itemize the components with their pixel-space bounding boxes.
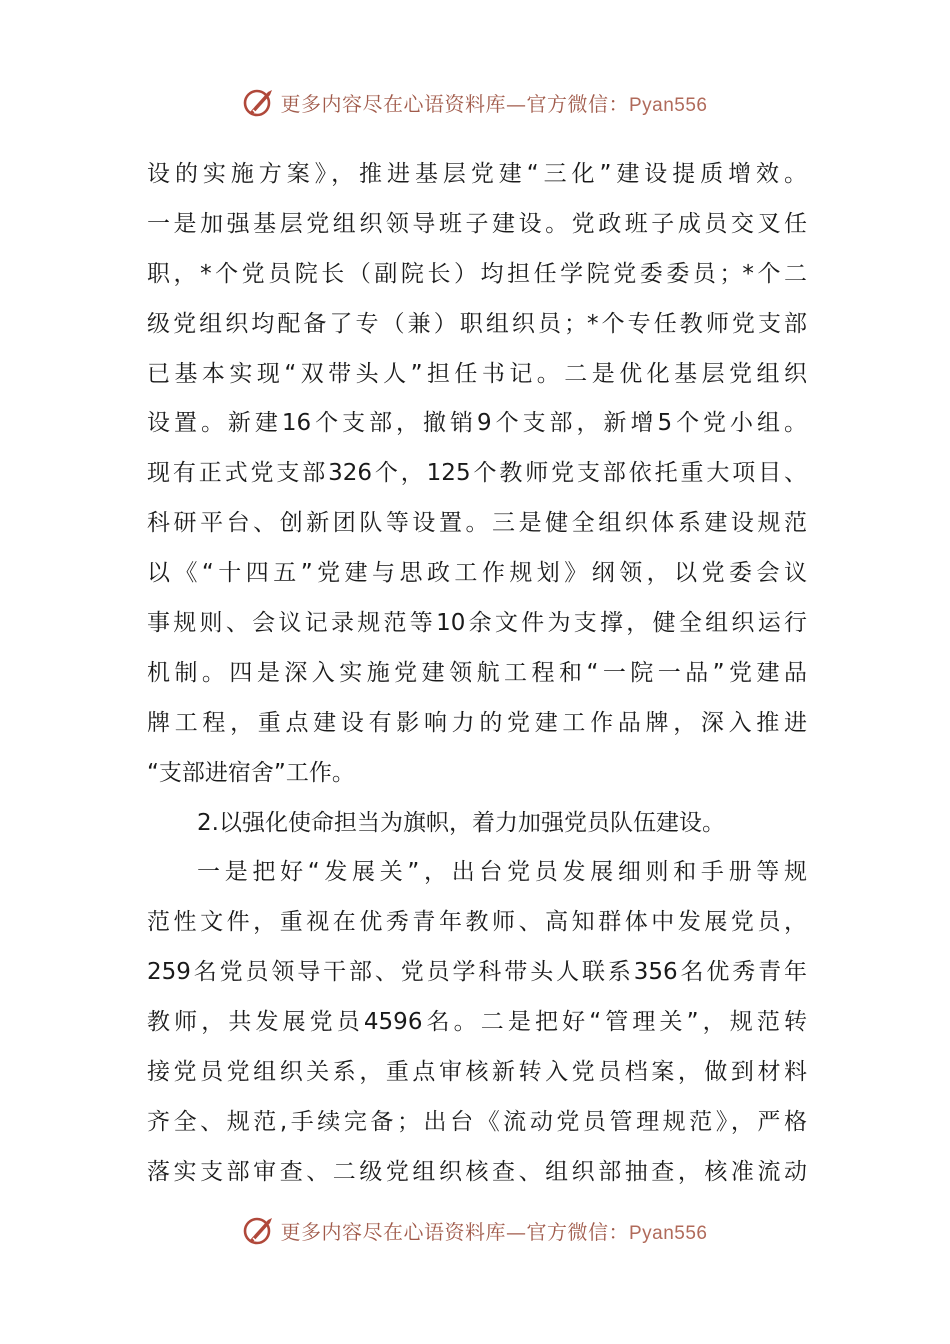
text-line: 设的实施方案》，推进基层党建“三化”建设提质增效。 <box>147 161 807 187</box>
text-line: 牌工程，重点建设有影响力的党建工作品牌，深入推进 <box>147 709 807 736</box>
text-line: “支部进宿舍”工作。 <box>147 759 355 786</box>
footer-banner-text: 更多内容尽在心语资料库—官方微信：Pyan556 <box>280 1219 708 1244</box>
text-line: 齐全、规范,手续完备；出台《流动党员管理规范》，严格 <box>147 1108 807 1135</box>
text-line: 一是加强基层党组织领导班子建设。党政班子成员交叉任 <box>147 210 807 237</box>
text-line: 以《“十四五”党建与思政工作规划》纲领，以党委会议 <box>147 560 807 587</box>
text-line: 机制。四是深入实施党建领航工程和“一院一品”党建品 <box>147 659 807 686</box>
footer-banner <box>0 1210 950 1250</box>
text-line: 现有正式党支部326个，125个教师党支部依托重大项目、 <box>147 460 807 487</box>
pen-nib-logo-icon <box>242 1213 276 1247</box>
text-line: 范性文件，重视在优秀青年教师、高知群体中发展党员， <box>147 909 807 936</box>
text-line: 设置。新建16个支部，撤销9个支部，新增5个党小组。 <box>147 410 807 437</box>
text-line: 级党组织均配备了专（兼）职组织员；*个专任教师党支部 <box>147 310 807 337</box>
document-body <box>147 150 807 1198</box>
text-line: 2.以强化使命担当为旗帜，着力加强党员队伍建设。 <box>197 809 725 836</box>
text-line: 落实支部审查、二级党组织核查、组织部抽查，核准流动 <box>147 1158 807 1185</box>
text-line: 接党员党组织关系，重点审核新转入党员档案，做到材料 <box>147 1059 807 1086</box>
text-line: 职，*个党员院长（副院长）均担任学院党委委员；*个二 <box>147 260 807 287</box>
text-line: 科研平台、创新团队等设置。三是健全组织体系建设规范 <box>147 510 807 537</box>
pen-nib-logo-icon <box>242 85 276 119</box>
text-line: 教师，共发展党员4596名。二是把好“管理关”，规范转 <box>147 1009 807 1036</box>
text-line: 一是把好“发展关”，出台党员发展细则和手册等规 <box>197 859 807 886</box>
header-banner-text: 更多内容尽在心语资料库—官方微信：Pyan556 <box>280 91 708 116</box>
header-banner <box>0 82 950 122</box>
text-line: 事规则、会议记录规范等10余文件为支撑，健全组织运行 <box>147 610 807 637</box>
text-line: 已基本实现“双带头人”担任书记。二是优化基层党组织 <box>147 360 807 387</box>
text-line: 259名党员领导干部、党员学科带头人联系356名优秀青年 <box>147 959 807 986</box>
